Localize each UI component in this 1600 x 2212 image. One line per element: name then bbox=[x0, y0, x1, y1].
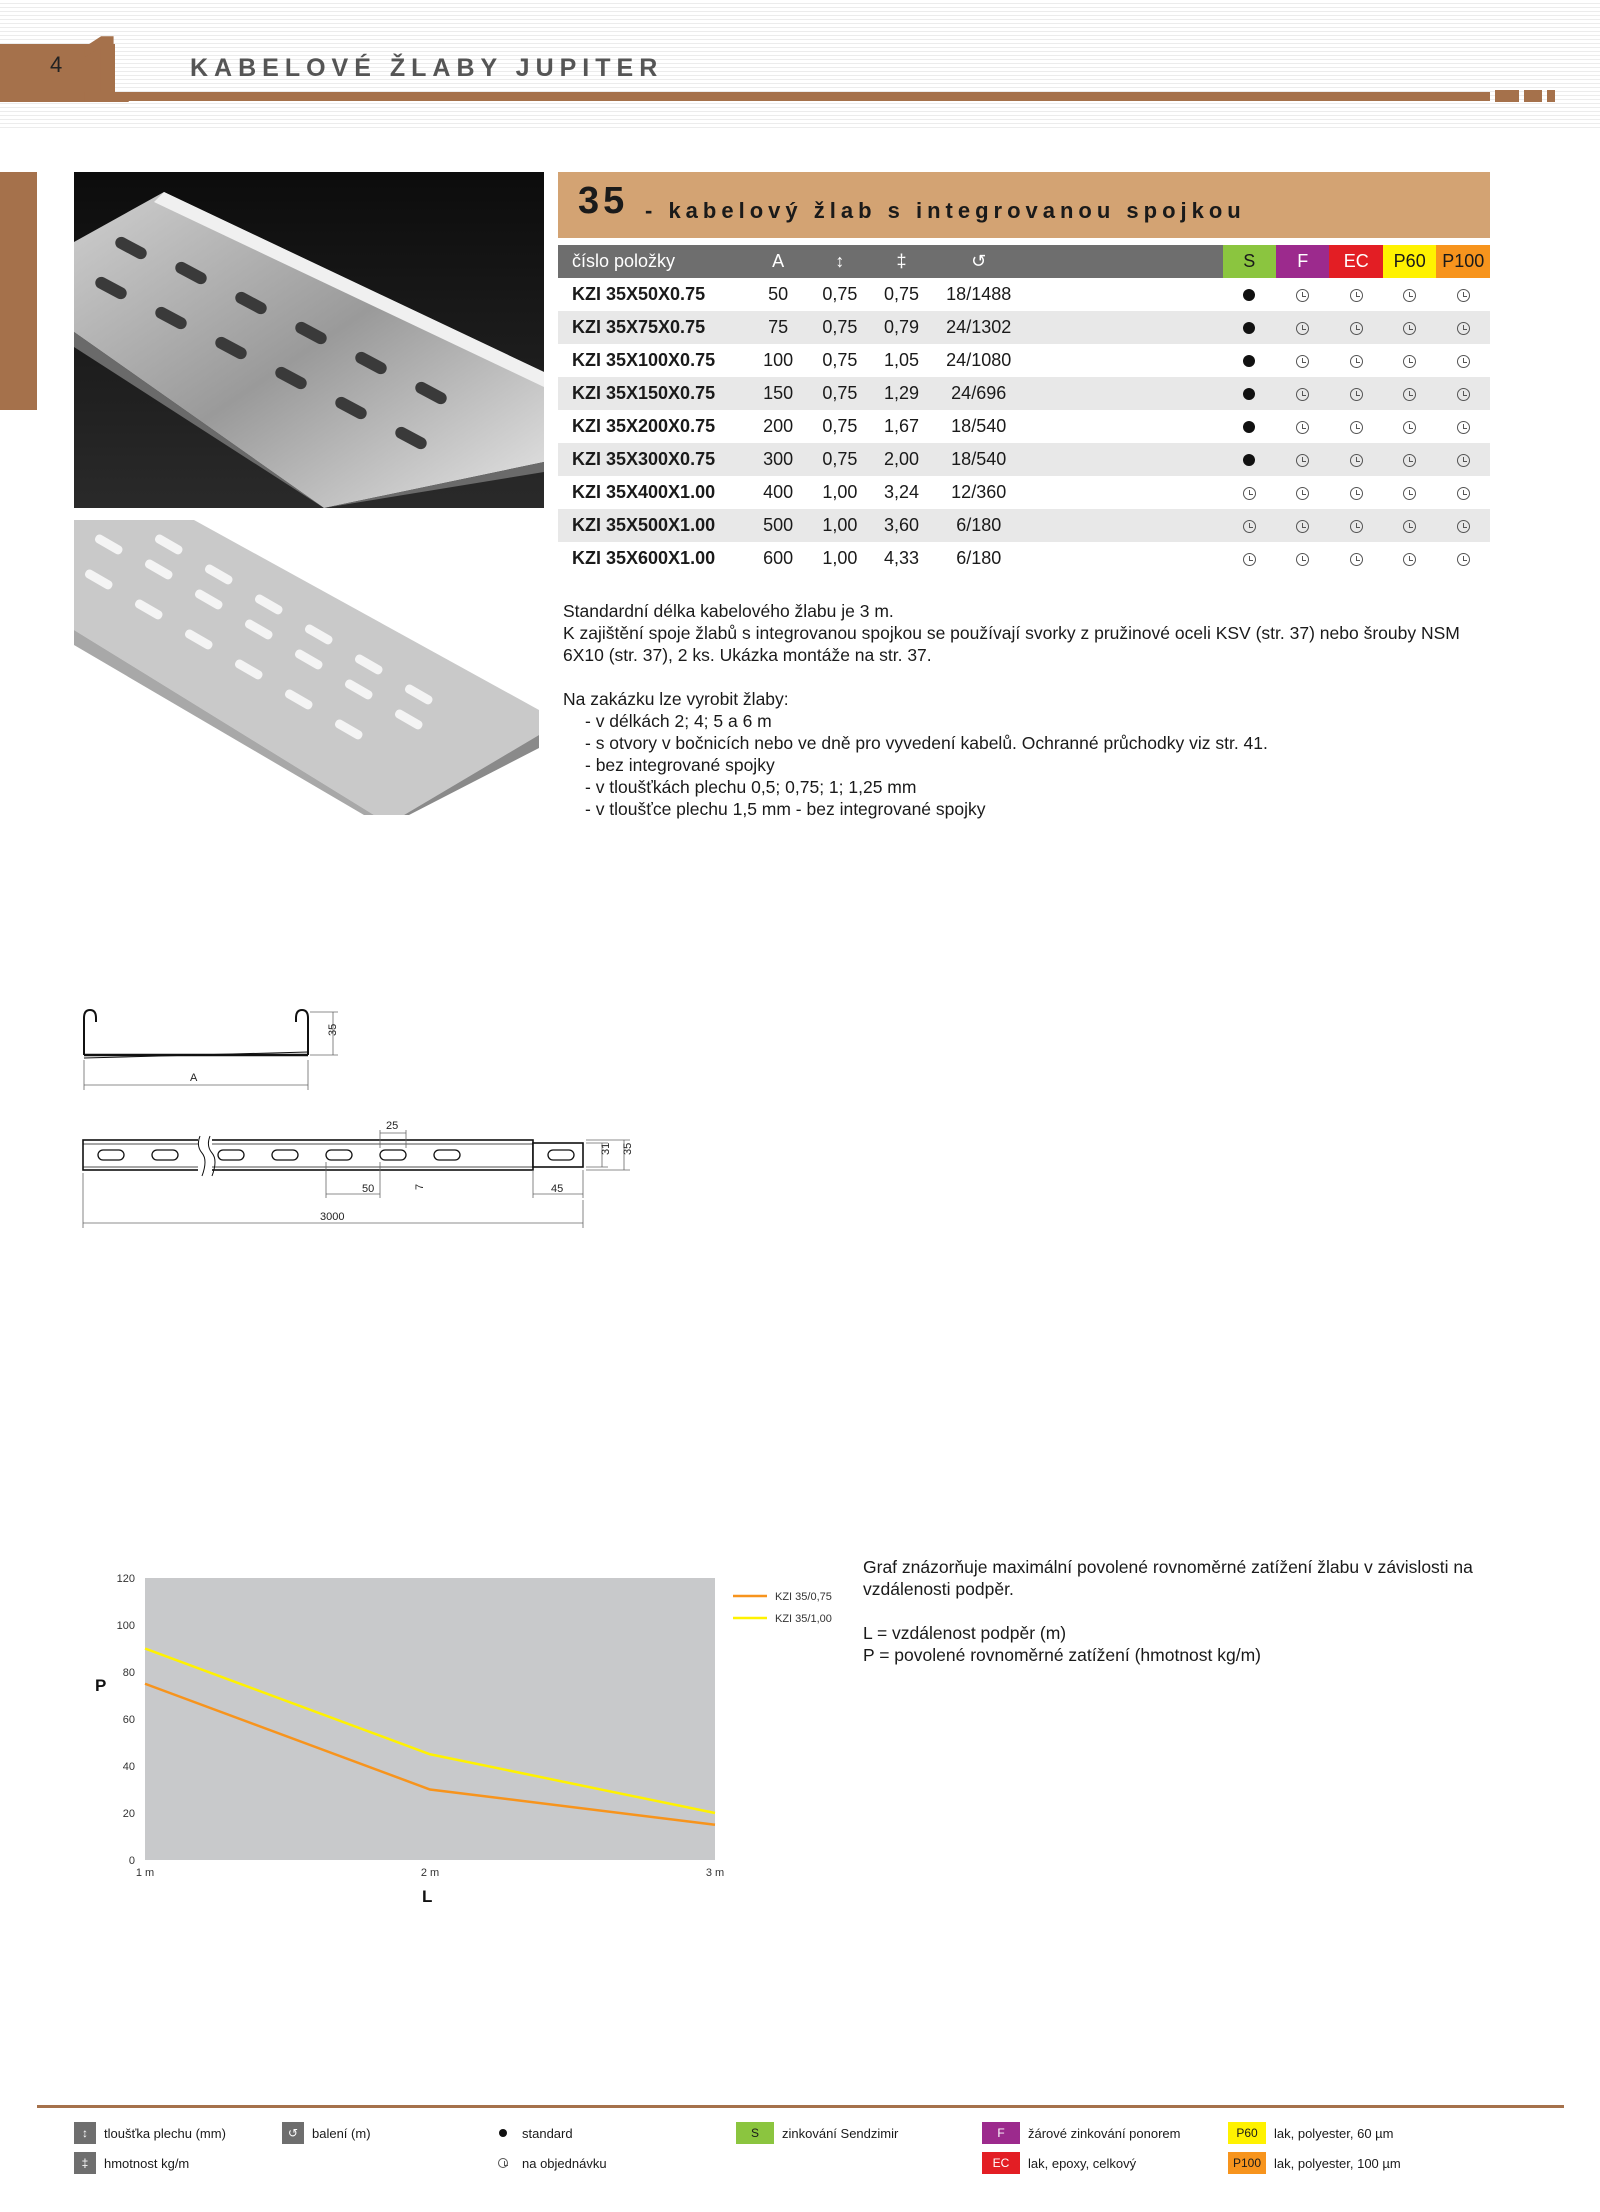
cell-thickness: 1,00 bbox=[809, 476, 871, 509]
clock-icon bbox=[1243, 520, 1256, 533]
cell-p60 bbox=[1383, 410, 1436, 443]
clock-icon bbox=[1403, 289, 1416, 302]
clock-icon bbox=[1403, 388, 1416, 401]
y-tick-label: 40 bbox=[122, 1761, 135, 1773]
note-standard-length: Standardní délka kabelového žlabu je 3 m. bbox=[563, 601, 894, 621]
standard-dot-icon bbox=[1243, 388, 1255, 400]
cell-p100 bbox=[1436, 443, 1490, 476]
cell-weight: 3,24 bbox=[871, 476, 933, 509]
legend-p100-text: lak, polyester, 100 µm bbox=[1274, 2155, 1401, 2171]
legend-label: KZI 35/1,00 bbox=[775, 1613, 832, 1625]
clock-icon bbox=[1457, 520, 1470, 533]
legend-p100 bbox=[1228, 2152, 1401, 2174]
clock-icon bbox=[1296, 289, 1309, 302]
chart-desc-l: L = vzdálenost podpěr (m) bbox=[863, 1623, 1067, 1643]
cell-p60 bbox=[1383, 443, 1436, 476]
cell-p100 bbox=[1436, 410, 1490, 443]
list-item: - s otvory v bočnicích nebo ve dně pro vyvedení kabelů. Ochranné průchodky viz str. 41. bbox=[585, 733, 1268, 753]
clock-icon bbox=[1403, 520, 1416, 533]
product-photo-flat bbox=[74, 520, 539, 815]
cell-thickness: 0,75 bbox=[809, 410, 871, 443]
product-table bbox=[558, 245, 1490, 575]
col-code: číslo položky bbox=[558, 245, 747, 278]
legend-thickness bbox=[74, 2122, 226, 2144]
clock-icon bbox=[1350, 289, 1363, 302]
cell-weight: 1,05 bbox=[871, 344, 933, 377]
cell-code: KZI 35X400X1.00 bbox=[558, 476, 747, 509]
clock-icon bbox=[1350, 553, 1363, 566]
clock-icon bbox=[1296, 421, 1309, 434]
cell-p60 bbox=[1383, 344, 1436, 377]
clock-icon bbox=[1350, 421, 1363, 434]
cell-spacer bbox=[1025, 443, 1223, 476]
cell-code: KZI 35X600X1.00 bbox=[558, 542, 747, 575]
list-item: - bez integrované spojky bbox=[585, 755, 775, 775]
cell-thickness: 0,75 bbox=[809, 311, 871, 344]
cell-a: 100 bbox=[747, 344, 809, 377]
cell-pack: 18/540 bbox=[932, 443, 1025, 476]
cell-p60 bbox=[1383, 311, 1436, 344]
cell-p100 bbox=[1436, 278, 1490, 311]
cell-ec bbox=[1329, 410, 1382, 443]
y-tick-label: 60 bbox=[122, 1714, 135, 1726]
legend-p60 bbox=[1228, 2122, 1394, 2144]
cell-ec bbox=[1329, 509, 1382, 542]
clock-icon bbox=[1403, 454, 1416, 467]
cell-weight: 4,33 bbox=[871, 542, 933, 575]
clock-icon bbox=[1243, 487, 1256, 500]
cell-p100 bbox=[1436, 509, 1490, 542]
y-tick-label: 20 bbox=[122, 1808, 135, 1820]
cell-s bbox=[1223, 476, 1276, 509]
profile-width-label: A bbox=[190, 1072, 198, 1084]
table-row bbox=[558, 443, 1490, 476]
chart-desc-main: Graf znázorňuje maximální povolené rovnoměrné zatížení žlabu v závislosti na vzdálenosti podpěr. bbox=[863, 1557, 1473, 1599]
legend-p60-swatch: P60 bbox=[1228, 2122, 1266, 2144]
cell-f bbox=[1276, 476, 1329, 509]
cell-thickness: 0,75 bbox=[809, 278, 871, 311]
cell-spacer bbox=[1025, 278, 1223, 311]
cell-s bbox=[1223, 410, 1276, 443]
cell-p60 bbox=[1383, 476, 1436, 509]
cell-f bbox=[1276, 542, 1329, 575]
cell-a: 75 bbox=[747, 311, 809, 344]
cell-a: 600 bbox=[747, 542, 809, 575]
cell-code: KZI 35X500X1.00 bbox=[558, 509, 747, 542]
table-row bbox=[558, 476, 1490, 509]
clock-icon bbox=[1350, 322, 1363, 335]
x-tick-label: 1 m bbox=[135, 1867, 155, 1879]
cell-s bbox=[1223, 509, 1276, 542]
clock-icon bbox=[1457, 454, 1470, 467]
clock-icon bbox=[1457, 553, 1470, 566]
legend-weight bbox=[74, 2152, 189, 2174]
legend-order-text: na objednávku bbox=[522, 2155, 607, 2171]
clock-icon bbox=[1296, 454, 1309, 467]
cell-a: 200 bbox=[747, 410, 809, 443]
custom-list bbox=[563, 710, 1493, 820]
legend-pack bbox=[282, 2122, 371, 2144]
list-item: - v délkách 2; 4; 5 a 6 m bbox=[585, 711, 772, 731]
chart-y-label: P bbox=[95, 1675, 107, 1695]
load-chart bbox=[85, 1560, 865, 1920]
cell-pack: 6/180 bbox=[932, 509, 1025, 542]
clock-icon bbox=[1350, 520, 1363, 533]
y-tick-label: 120 bbox=[116, 1573, 135, 1585]
clock-icon bbox=[1243, 553, 1256, 566]
cell-f bbox=[1276, 377, 1329, 410]
page-number: 4 bbox=[50, 52, 63, 77]
table-row bbox=[558, 542, 1490, 575]
cell-ec bbox=[1329, 311, 1382, 344]
clock-icon bbox=[1457, 388, 1470, 401]
legend-ec-text: lak, epoxy, celkový bbox=[1028, 2155, 1137, 2171]
col-s: S bbox=[1223, 245, 1276, 278]
legend-rule bbox=[37, 2105, 1564, 2108]
legend-f-text: žárové zinkování ponorem bbox=[1028, 2125, 1181, 2141]
col-thickness: ↕ bbox=[809, 245, 871, 278]
cell-weight: 1,29 bbox=[871, 377, 933, 410]
cell-s bbox=[1223, 344, 1276, 377]
col-a: A bbox=[747, 245, 809, 278]
cell-f bbox=[1276, 443, 1329, 476]
cell-code: KZI 35X150X0.75 bbox=[558, 377, 747, 410]
cell-weight: 0,75 bbox=[871, 278, 933, 311]
col-p60: P60 bbox=[1383, 245, 1436, 278]
legend-standard-text: standard bbox=[522, 2125, 573, 2141]
cell-pack: 12/360 bbox=[932, 476, 1025, 509]
cell-spacer bbox=[1025, 410, 1223, 443]
chart-plot-area bbox=[145, 1578, 715, 1860]
cell-p60 bbox=[1383, 377, 1436, 410]
cell-ec bbox=[1329, 344, 1382, 377]
cell-p100 bbox=[1436, 476, 1490, 509]
cell-f bbox=[1276, 509, 1329, 542]
legend-s-text: zinkování Sendzimir bbox=[782, 2125, 899, 2141]
clock-icon bbox=[1403, 355, 1416, 368]
clock-icon bbox=[1350, 487, 1363, 500]
cell-code: KZI 35X200X0.75 bbox=[558, 410, 747, 443]
cell-s bbox=[1223, 377, 1276, 410]
cell-p60 bbox=[1383, 542, 1436, 575]
legend-thickness-text: tloušťka plechu (mm) bbox=[104, 2125, 226, 2141]
clock-icon bbox=[1457, 487, 1470, 500]
standard-dot-icon bbox=[1243, 289, 1255, 301]
cell-ec bbox=[1329, 377, 1382, 410]
cell-a: 150 bbox=[747, 377, 809, 410]
chapter-number: 1 bbox=[78, 16, 132, 123]
col-spacer bbox=[1025, 245, 1223, 278]
chart-desc-p: P = povolené rovnoměrné zatížení (hmotnost kg/m) bbox=[863, 1645, 1262, 1665]
y-tick-label: 100 bbox=[116, 1620, 135, 1632]
legend-f-swatch: F bbox=[982, 2122, 1020, 2144]
cell-weight: 3,60 bbox=[871, 509, 933, 542]
chart-description bbox=[863, 1556, 1503, 1666]
weight-icon: ‡ bbox=[74, 2152, 96, 2174]
cell-weight: 0,79 bbox=[871, 311, 933, 344]
product-title: - kabelový žlab s integrovanou spojkou bbox=[645, 198, 1246, 223]
legend-standard bbox=[492, 2122, 573, 2144]
table-row bbox=[558, 410, 1490, 443]
cell-pack: 18/540 bbox=[932, 410, 1025, 443]
col-pack: ↺ bbox=[932, 245, 1025, 278]
legend-weight-text: hmotnost kg/m bbox=[104, 2155, 190, 2171]
list-item: - v tloušťkách plechu 0,5; 0,75; 1; 1,25 mm bbox=[585, 777, 917, 797]
cell-weight: 1,67 bbox=[871, 410, 933, 443]
legend-p100-swatch: P100 bbox=[1228, 2152, 1266, 2174]
cell-f bbox=[1276, 311, 1329, 344]
standard-dot-icon bbox=[1243, 454, 1255, 466]
chart-x-label: L bbox=[422, 1887, 433, 1906]
cell-f bbox=[1276, 410, 1329, 443]
product-number: 35 bbox=[578, 180, 629, 222]
cell-s bbox=[1223, 311, 1276, 344]
cell-thickness: 1,00 bbox=[809, 542, 871, 575]
clock-icon bbox=[1296, 322, 1309, 335]
table-row bbox=[558, 344, 1490, 377]
cell-a: 400 bbox=[747, 476, 809, 509]
height-35-label: 35 bbox=[622, 1142, 634, 1155]
cell-spacer bbox=[1025, 542, 1223, 575]
list-item: - v tloušťce plechu 1,5 mm - bez integrované spojky bbox=[585, 799, 986, 819]
clock-icon bbox=[1403, 421, 1416, 434]
cell-p100 bbox=[1436, 344, 1490, 377]
cell-spacer bbox=[1025, 311, 1223, 344]
cell-ec bbox=[1329, 443, 1382, 476]
cell-p100 bbox=[1436, 377, 1490, 410]
table-row bbox=[558, 278, 1490, 311]
cell-code: KZI 35X75X0.75 bbox=[558, 311, 747, 344]
legend-ec bbox=[982, 2152, 1136, 2174]
cell-weight: 2,00 bbox=[871, 443, 933, 476]
side-tab bbox=[0, 172, 37, 410]
clock-icon bbox=[1350, 355, 1363, 368]
total-length-label: 3000 bbox=[320, 1211, 345, 1223]
table-row bbox=[558, 509, 1490, 542]
clock-icon bbox=[1403, 553, 1416, 566]
cell-thickness: 0,75 bbox=[809, 377, 871, 410]
header-rule bbox=[0, 92, 1490, 101]
legend-label: KZI 35/0,75 bbox=[775, 1591, 832, 1603]
y-tick-label: 0 bbox=[128, 1855, 135, 1867]
legend-pack-text: balení (m) bbox=[312, 2125, 371, 2141]
cell-p60 bbox=[1383, 509, 1436, 542]
slot-height-label: 7 bbox=[414, 1183, 426, 1190]
cell-pack: 6/180 bbox=[932, 542, 1025, 575]
cell-f bbox=[1276, 344, 1329, 377]
cell-pack: 24/696 bbox=[932, 377, 1025, 410]
cell-f bbox=[1276, 278, 1329, 311]
x-tick-label: 2 m bbox=[420, 1867, 440, 1879]
cell-s bbox=[1223, 443, 1276, 476]
page-title: KABELOVÉ ŽLABY JUPITER bbox=[190, 54, 664, 82]
clock-icon bbox=[1350, 454, 1363, 467]
cell-thickness: 1,00 bbox=[809, 509, 871, 542]
legend-f bbox=[982, 2122, 1180, 2144]
profile-height-label: 35 bbox=[327, 1023, 339, 1036]
cell-spacer bbox=[1025, 476, 1223, 509]
product-photo-angled bbox=[74, 172, 544, 508]
clock-icon bbox=[1350, 388, 1363, 401]
cell-p60 bbox=[1383, 278, 1436, 311]
cell-pack: 18/1488 bbox=[932, 278, 1025, 311]
cell-code: KZI 35X100X0.75 bbox=[558, 344, 747, 377]
table-row bbox=[558, 311, 1490, 344]
clock-icon bbox=[1457, 322, 1470, 335]
cell-pack: 24/1302 bbox=[932, 311, 1025, 344]
col-p100: P100 bbox=[1436, 245, 1490, 278]
col-weight: ‡ bbox=[871, 245, 933, 278]
cell-ec bbox=[1329, 476, 1382, 509]
cell-p100 bbox=[1436, 311, 1490, 344]
clock-icon bbox=[1403, 322, 1416, 335]
thickness-icon: ↕ bbox=[74, 2122, 96, 2144]
clock-icon bbox=[1457, 421, 1470, 434]
cell-ec bbox=[1329, 278, 1382, 311]
standard-dot-icon bbox=[492, 2122, 514, 2144]
note-joint: K zajištění spoje žlabů s integrovanou spojkou se používají svorky z pružinové oceli KSV (str. 37) nebo šrouby NSM 6X10 (str. 37), 2 ks. Ukázka montáže na str. 37. bbox=[563, 623, 1460, 665]
cell-spacer bbox=[1025, 377, 1223, 410]
height-31-label: 31 bbox=[600, 1142, 612, 1155]
cell-spacer bbox=[1025, 344, 1223, 377]
end-length-label: 45 bbox=[551, 1183, 564, 1195]
clock-icon bbox=[1296, 553, 1309, 566]
clock-icon bbox=[1296, 487, 1309, 500]
clock-icon bbox=[1457, 355, 1470, 368]
standard-dot-icon bbox=[1243, 421, 1255, 433]
col-f: F bbox=[1276, 245, 1329, 278]
cell-thickness: 0,75 bbox=[809, 443, 871, 476]
cell-a: 300 bbox=[747, 443, 809, 476]
y-tick-label: 80 bbox=[122, 1667, 135, 1679]
pitch-label: 50 bbox=[362, 1183, 375, 1195]
table-row bbox=[558, 377, 1490, 410]
cell-a: 50 bbox=[747, 278, 809, 311]
clock-icon bbox=[492, 2152, 514, 2174]
legend-s-swatch: S bbox=[736, 2122, 774, 2144]
cell-ec bbox=[1329, 542, 1382, 575]
clock-icon bbox=[1296, 355, 1309, 368]
legend-ec-swatch: EC bbox=[982, 2152, 1020, 2174]
slot-length-label: 25 bbox=[386, 1120, 399, 1132]
standard-dot-icon bbox=[1243, 322, 1255, 334]
cell-code: KZI 35X50X0.75 bbox=[558, 278, 747, 311]
table-header-row bbox=[558, 245, 1490, 278]
cell-code: KZI 35X300X0.75 bbox=[558, 443, 747, 476]
cell-s bbox=[1223, 542, 1276, 575]
notes bbox=[563, 600, 1493, 820]
clock-icon bbox=[1403, 487, 1416, 500]
side-drawing bbox=[78, 1118, 638, 1238]
legend-p60-text: lak, polyester, 60 µm bbox=[1274, 2125, 1394, 2141]
cell-s bbox=[1223, 278, 1276, 311]
x-tick-label: 3 m bbox=[705, 1867, 725, 1879]
cell-spacer bbox=[1025, 509, 1223, 542]
note-custom-title: Na zakázku lze vyrobit žlaby: bbox=[563, 689, 789, 709]
cell-thickness: 0,75 bbox=[809, 344, 871, 377]
cell-pack: 24/1080 bbox=[932, 344, 1025, 377]
clock-icon bbox=[1296, 388, 1309, 401]
profile-drawing bbox=[70, 1000, 370, 1095]
clock-icon bbox=[1296, 520, 1309, 533]
cell-p100 bbox=[1436, 542, 1490, 575]
header-decor-blocks bbox=[1495, 90, 1555, 102]
cell-a: 500 bbox=[747, 509, 809, 542]
legend-order bbox=[492, 2152, 607, 2174]
col-ec: EC bbox=[1329, 245, 1382, 278]
standard-dot-icon bbox=[1243, 355, 1255, 367]
legend-s bbox=[736, 2122, 898, 2144]
clock-icon bbox=[1457, 289, 1470, 302]
pack-icon: ↺ bbox=[282, 2122, 304, 2144]
